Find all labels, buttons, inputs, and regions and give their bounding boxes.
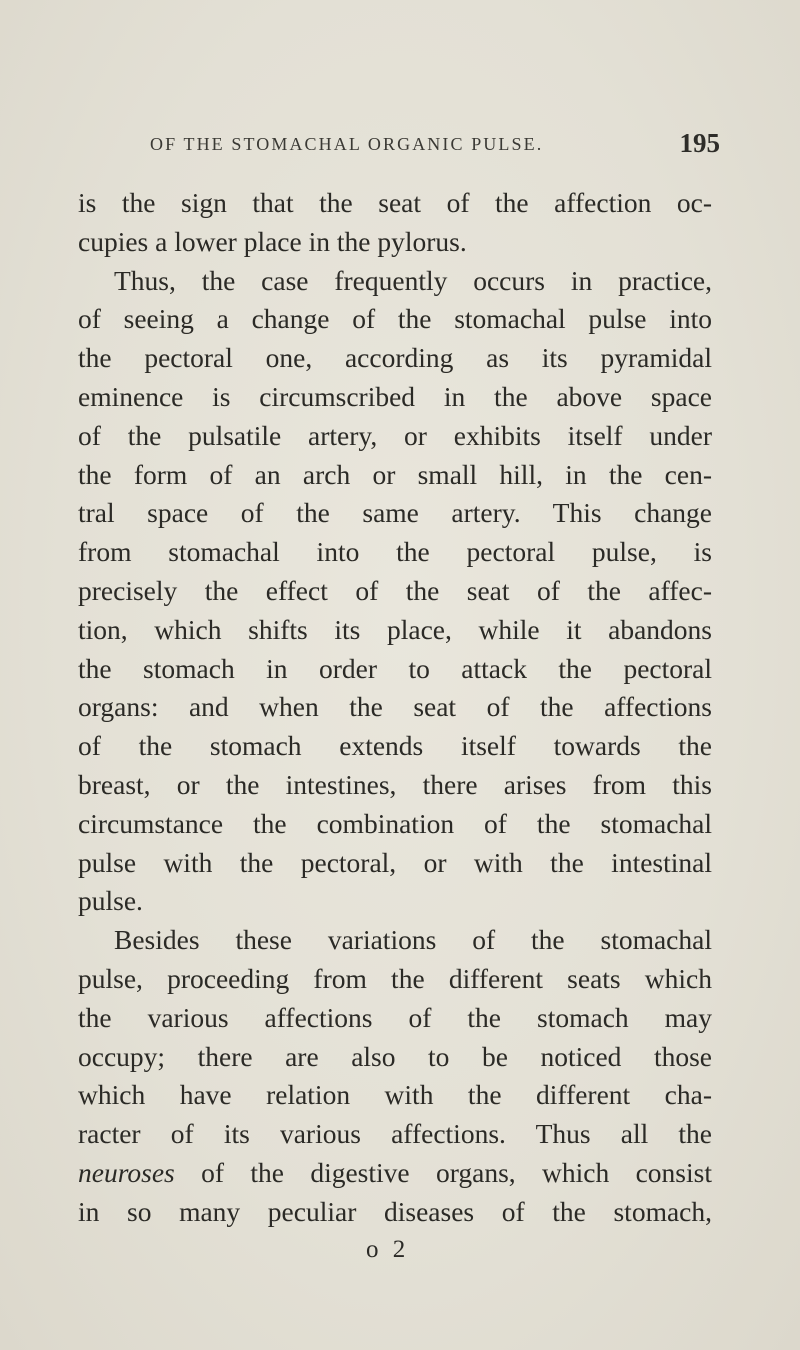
text-line: the form of an arch or small hill, in the cen-	[78, 458, 712, 490]
text-line: pulse with the pectoral, or with the intestinal	[78, 846, 712, 878]
text-line: breast, or the intestines, there arises from this	[78, 768, 712, 800]
text-line: which have relation with the different cha-	[78, 1079, 712, 1111]
text-line: organs: and when the seat of the affections	[78, 691, 712, 723]
body-text	[78, 184, 712, 1232]
text-line: the various affections of the stomach may	[78, 1001, 712, 1033]
text-line-rest: of the digestive organs, which consist	[201, 1156, 712, 1188]
text-line: of seeing a change of the stomachal pulse into	[78, 303, 712, 335]
text-line: Thus, the case frequently occurs in practice,	[114, 264, 712, 296]
text-line: tion, which shifts its place, while it abandons	[78, 613, 712, 645]
text-line: circumstance the combination of the stomachal	[78, 807, 712, 839]
text-line: the stomach in order to attack the pectoral	[78, 652, 712, 684]
text-line: in so many peculiar diseases of the stomach,	[78, 1195, 712, 1227]
text-line: cupies a lower place in the pylorus.	[78, 225, 467, 257]
text-line: of the stomach extends itself towards the	[78, 730, 712, 762]
page-number: 195	[679, 128, 720, 158]
text-line: pulse.	[78, 885, 143, 917]
text-line: eminence is circumscribed in the above space	[78, 380, 712, 412]
text-line: is the sign that the seat of the affection oc-	[78, 187, 712, 218]
signature-mark: o 2	[366, 1236, 410, 1263]
text-line: the pectoral one, according as its pyramidal	[78, 342, 712, 374]
text-line-with-italic	[78, 1154, 712, 1193]
text-line: Besides these variations of the stomachal	[114, 924, 712, 956]
text-line: from stomachal into the pectoral pulse, is	[78, 536, 712, 568]
text-line: occupy; there are also to be noticed those	[78, 1040, 712, 1072]
text-line: of the pulsatile artery, or exhibits itself under	[78, 419, 712, 451]
text-line: precisely the effect of the seat of the affec-	[78, 574, 712, 606]
italic-word: neuroses	[78, 1156, 175, 1188]
page-header	[150, 130, 720, 160]
text-line: tral space of the same artery. This change	[78, 497, 712, 529]
text-line: racter of its various affections. Thus all the	[78, 1118, 712, 1150]
text-line: pulse, proceeding from the different seats which	[78, 962, 712, 994]
running-head: OF THE STOMACHAL ORGANIC PULSE.	[150, 134, 544, 154]
